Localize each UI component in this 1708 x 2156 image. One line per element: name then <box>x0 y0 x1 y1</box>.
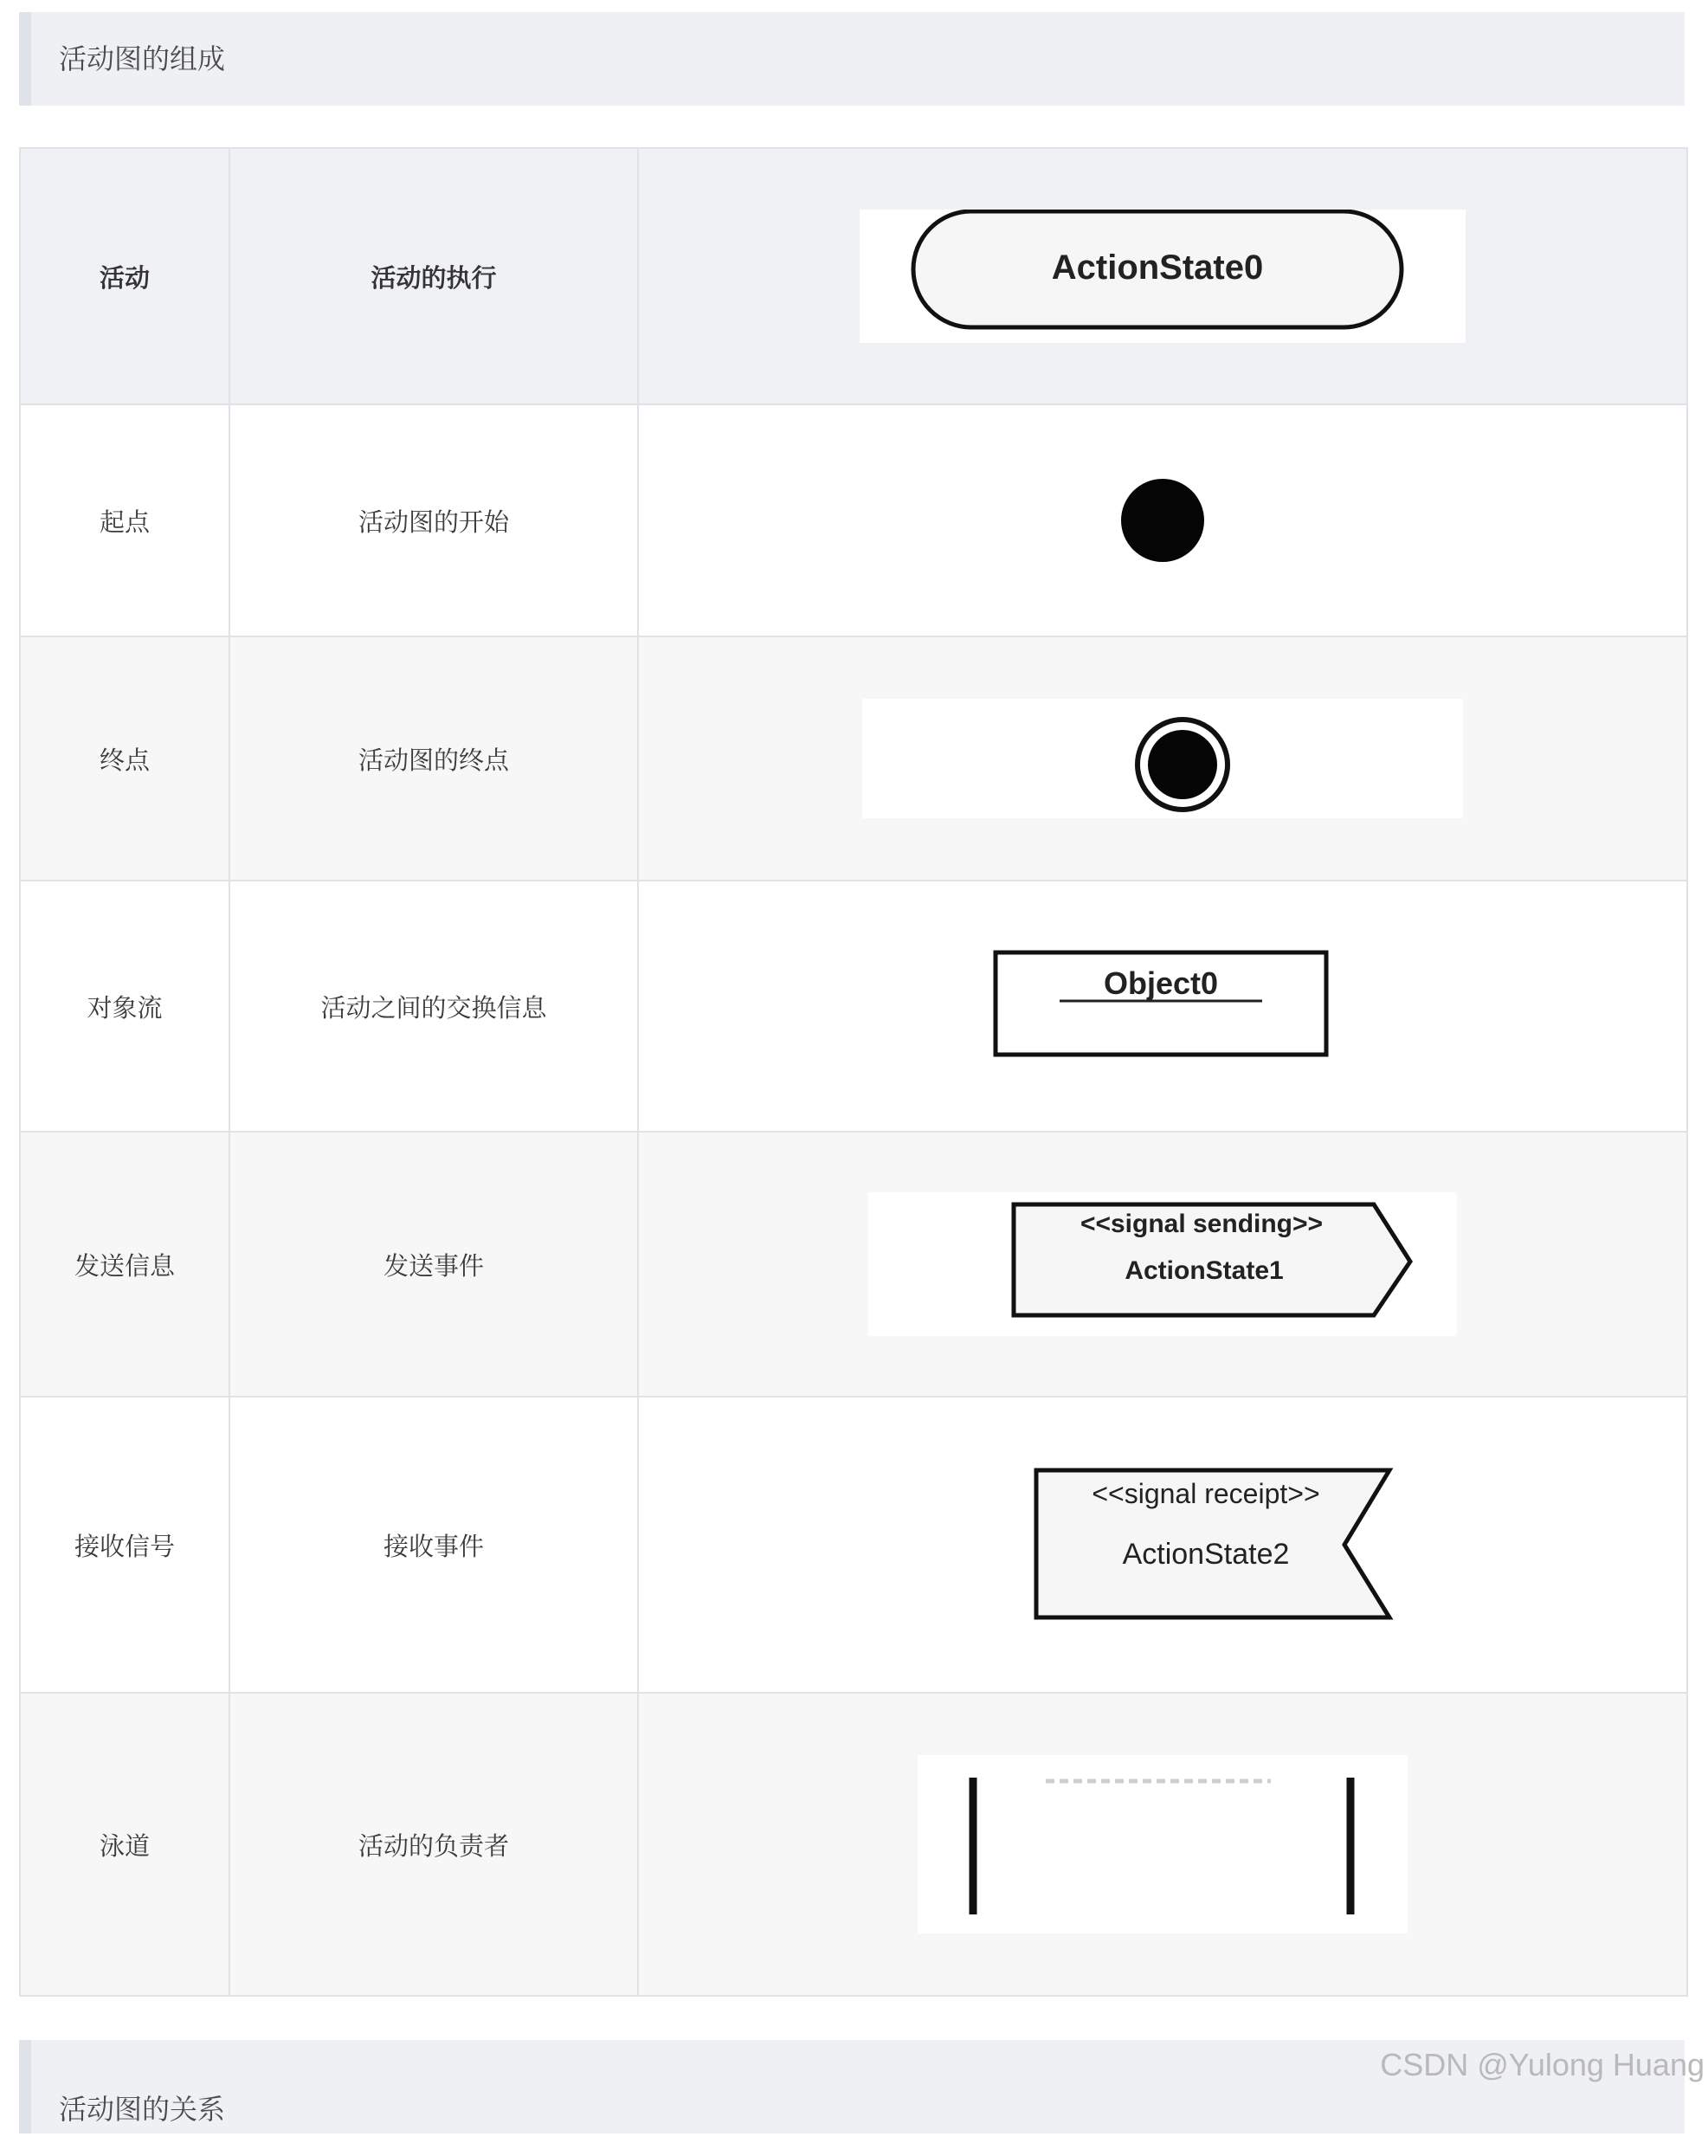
section-title: 活动图的关系 <box>59 2094 226 2125</box>
final-node-icon <box>862 699 1463 818</box>
row-desc: 活动图的终点 <box>229 636 638 881</box>
table-row <box>20 881 1687 1132</box>
row-name: 发送信息 <box>20 1132 229 1397</box>
receive-signal-label: ActionState2 <box>1122 1538 1290 1571</box>
object-node-label: Object0 <box>1103 965 1219 1001</box>
send-signal-stereotype: <<signal sending>> <box>1080 1210 1324 1238</box>
table-row <box>20 1693 1687 1996</box>
row-desc: 接收事件 <box>229 1397 638 1693</box>
object-node-icon <box>992 949 1333 1063</box>
row-name: 对象流 <box>20 881 229 1132</box>
table-row <box>20 1397 1687 1693</box>
send-signal-icon <box>868 1192 1457 1336</box>
row-symbol-cell <box>638 636 1687 881</box>
row-symbol-cell <box>638 1693 1687 1996</box>
composition-table <box>19 147 1688 1997</box>
row-symbol-cell <box>638 881 1687 1132</box>
action-state-label: ActionState0 <box>1051 249 1264 287</box>
header-cell-execution: 活动的执行 <box>229 148 638 404</box>
row-name: 接收信号 <box>20 1397 229 1693</box>
table-header-row <box>20 148 1687 404</box>
table-row <box>20 636 1687 881</box>
table-row <box>20 1132 1687 1397</box>
row-symbol-cell <box>638 1132 1687 1397</box>
watermark: CSDN @Yulong Huang <box>1380 2047 1705 2082</box>
initial-node-icon <box>1111 468 1215 572</box>
header-cell-symbol <box>638 148 1687 404</box>
send-signal-label: ActionState1 <box>1125 1256 1284 1285</box>
section-header-composition <box>19 12 1685 106</box>
receive-signal-stereotype: <<signal receipt>> <box>1092 1478 1320 1509</box>
receive-signal-icon <box>1033 1467 1396 1623</box>
row-desc: 活动图的开始 <box>229 404 638 636</box>
table-row <box>20 404 1687 636</box>
row-desc: 活动之间的交换信息 <box>229 881 638 1132</box>
row-symbol-cell <box>638 1397 1687 1693</box>
action-state-icon <box>860 210 1466 343</box>
row-desc: 活动的负责者 <box>229 1693 638 1996</box>
swimlane-icon <box>918 1755 1408 1933</box>
row-name: 泳道 <box>20 1693 229 1996</box>
row-name: 起点 <box>20 404 229 636</box>
header-cell-activity: 活动 <box>20 148 229 404</box>
row-name: 终点 <box>20 636 229 881</box>
section-title: 活动图的组成 <box>59 43 226 74</box>
row-symbol-cell <box>638 404 1687 636</box>
row-desc: 发送事件 <box>229 1132 638 1397</box>
